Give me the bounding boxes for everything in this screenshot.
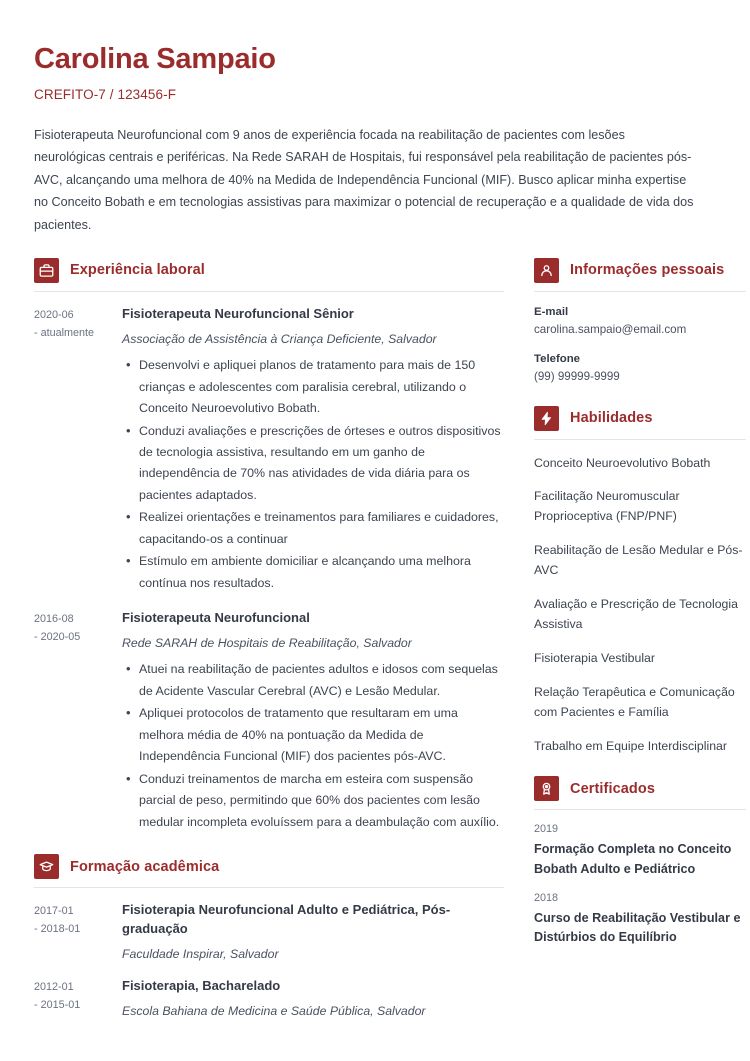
education-entries <box>34 901 504 1020</box>
certificate-year: 2018 <box>534 891 559 904</box>
entry-job-title: Fisioterapeuta Neurofuncional Sênior <box>122 305 354 321</box>
certificates-list <box>534 823 746 947</box>
entry-bullet: • Atuei na reabilitação de pacientes adultos e idosos com sequelas de Acidente Vascular Cerebral (AVC) e Lesão Medular. <box>139 659 504 702</box>
entry-organization: Associação de Assistência à Criança Deficiente, Salvador <box>122 331 437 346</box>
skill-item: Reabilitação de Lesão Medular e Pós-AVC <box>534 543 743 578</box>
info-label: Telefone <box>534 352 580 365</box>
award-badge-icon <box>534 776 559 801</box>
experience-entries <box>34 305 504 834</box>
page-title: Carolina Sampaio <box>34 43 276 75</box>
sidebar-column <box>534 258 746 951</box>
section-header-personal-info <box>534 258 746 292</box>
section-title-personal-info: Informações pessoais <box>570 262 725 279</box>
entry-date-start: 2020-06 <box>34 308 74 321</box>
resume-header <box>34 36 716 236</box>
entry-bullet-list <box>122 355 504 594</box>
section-header-education <box>34 854 504 888</box>
graduation-cap-icon <box>34 854 59 879</box>
entry-date-start: 2012-01 <box>34 981 74 994</box>
entry-date-start: 2016-08 <box>34 613 74 626</box>
certificate-name: Formação Completa no Conceito Bobath Adulto e Pediátrico <box>534 842 732 876</box>
skills-list <box>534 454 746 757</box>
info-label: E-mail <box>534 305 569 318</box>
section-experience <box>34 258 504 834</box>
credential-number: CREFITO-7 / 123456-F <box>34 86 177 102</box>
info-item-phone <box>534 353 746 386</box>
section-skills <box>534 406 746 757</box>
section-title-experience: Experiência laboral <box>70 262 205 279</box>
briefcase-icon <box>34 258 59 283</box>
experience-entry <box>34 609 504 834</box>
entry-date-end: - 2018-01 <box>34 922 81 935</box>
section-header-certificates <box>534 776 746 810</box>
entry-body <box>120 977 504 1020</box>
entry-bullet: • Conduzi treinamentos de marcha em esteira com suspensão parcial de peso, permitindo que 60% dos pacientes com lesão medular incompleta evoluíssem para a deambulação com auxílio. <box>139 769 504 833</box>
entry-bullet: • Conduzi avaliações e prescrições de órteses e outros dispositivos de tecnologia assistiva, resultando em um ganho de independência de 70% nas atividades de vida diária para os pacientes adaptados. <box>139 421 504 507</box>
section-title-certificates: Certificados <box>570 780 655 797</box>
certificate-name: Curso de Reabilitação Vestibular e Distúrbios do Equilíbrio <box>534 910 741 944</box>
entry-institution: Escola Bahiana de Medicina e Saúde Pública, Salvador <box>122 1004 426 1019</box>
experience-entry <box>34 305 504 595</box>
info-item-email <box>534 306 746 339</box>
skill-item: Fisioterapia Vestibular <box>534 650 655 665</box>
entry-bullet: • Realizei orientações e treinamentos para familiares e cuidadores, capacitando-os a continuar <box>139 507 504 550</box>
entry-date-end: - 2015-01 <box>34 999 81 1012</box>
skill-item: Relação Terapêutica e Comunicação com Pacientes e Família <box>534 684 735 719</box>
entry-job-title: Fisioterapeuta Neurofuncional <box>122 610 310 626</box>
entry-date-start: 2017-01 <box>34 905 74 918</box>
professional-summary: Fisioterapeuta Neurofuncional com 9 anos de experiência focada na reabilitação de pacientes com lesões neurológicas centrais e periféricas. Na Rede SARAH de Hospitais, fui responsável pela reabilitação de pacientes pós-AVC, alcançando uma melhora de 40% na Medida de Independência Funcional (MIF). Busco aplicar minha expertise no Conceito Bobath e em tecnologias assistivas para maximizar o potencial de recuperação e a qualidade de vida dos pacientes. <box>34 127 694 232</box>
skill-item: Facilitação Neuromuscular Proprioceptiva (FNP/PNF) <box>534 489 680 524</box>
entry-date-range <box>34 305 120 595</box>
entry-bullet: • Apliquei protocolos de tratamento que resultaram em uma melhora média de 40% na pontuação da Medida de Independência Funcional (MIF) dos pacientes pós-AVC. <box>139 703 504 767</box>
entry-date-range <box>34 901 120 963</box>
entry-degree-title: Fisioterapia, Bacharelado <box>122 978 281 994</box>
entry-bullet: • Estímulo em ambiente domiciliar e alcançando uma melhora contínua nos resultados. <box>139 551 504 594</box>
entry-bullet-list <box>122 659 504 833</box>
user-icon <box>534 258 559 283</box>
certificate-item <box>534 823 746 878</box>
entry-organization: Rede SARAH de Hospitais de Reabilitação, Salvador <box>122 636 412 651</box>
entry-degree-title: Fisioterapia Neurofuncional Adulto e Pediátrica, Pós-graduação <box>122 902 451 936</box>
phone-value[interactable]: (99) 99999-9999 <box>534 369 620 383</box>
skill-item: Conceito Neuroevolutivo Bobath <box>534 455 711 470</box>
entry-date-range <box>34 609 120 834</box>
entry-bullet: • Desenvolvi e apliquei planos de tratamento para mais de 150 crianças e adolescentes com paralisia cerebral, utilizando o Conceito Neuroevolutivo Bobath. <box>139 355 504 419</box>
entry-institution: Faculdade Inspirar, Salvador <box>122 946 279 961</box>
resume-columns <box>34 258 743 1025</box>
section-header-skills <box>534 406 746 440</box>
section-personal-info <box>534 258 746 386</box>
certificate-year: 2019 <box>534 823 559 836</box>
education-entry <box>34 977 504 1020</box>
entry-body <box>120 609 504 834</box>
section-title-skills: Habilidades <box>570 410 653 427</box>
skill-item: Trabalho em Equipe Interdisciplinar <box>534 738 727 753</box>
entry-date-end: - atualmente <box>34 326 95 339</box>
entry-body <box>120 901 504 963</box>
entry-body <box>120 305 504 595</box>
section-certificates <box>534 776 746 947</box>
lightning-bolt-icon <box>534 406 559 431</box>
section-header-experience <box>34 258 504 292</box>
email-value[interactable]: carolina.sampaio@email.com <box>534 322 687 336</box>
entry-date-range <box>34 977 120 1020</box>
entry-date-end: - 2020-05 <box>34 631 81 643</box>
section-education <box>34 854 504 1020</box>
certificate-item <box>534 892 746 947</box>
education-entry <box>34 901 504 963</box>
main-column <box>34 258 504 1025</box>
section-title-education: Formação acadêmica <box>70 858 220 875</box>
skill-item: Avaliação e Prescrição de Tecnologia Assistiva <box>534 597 738 631</box>
